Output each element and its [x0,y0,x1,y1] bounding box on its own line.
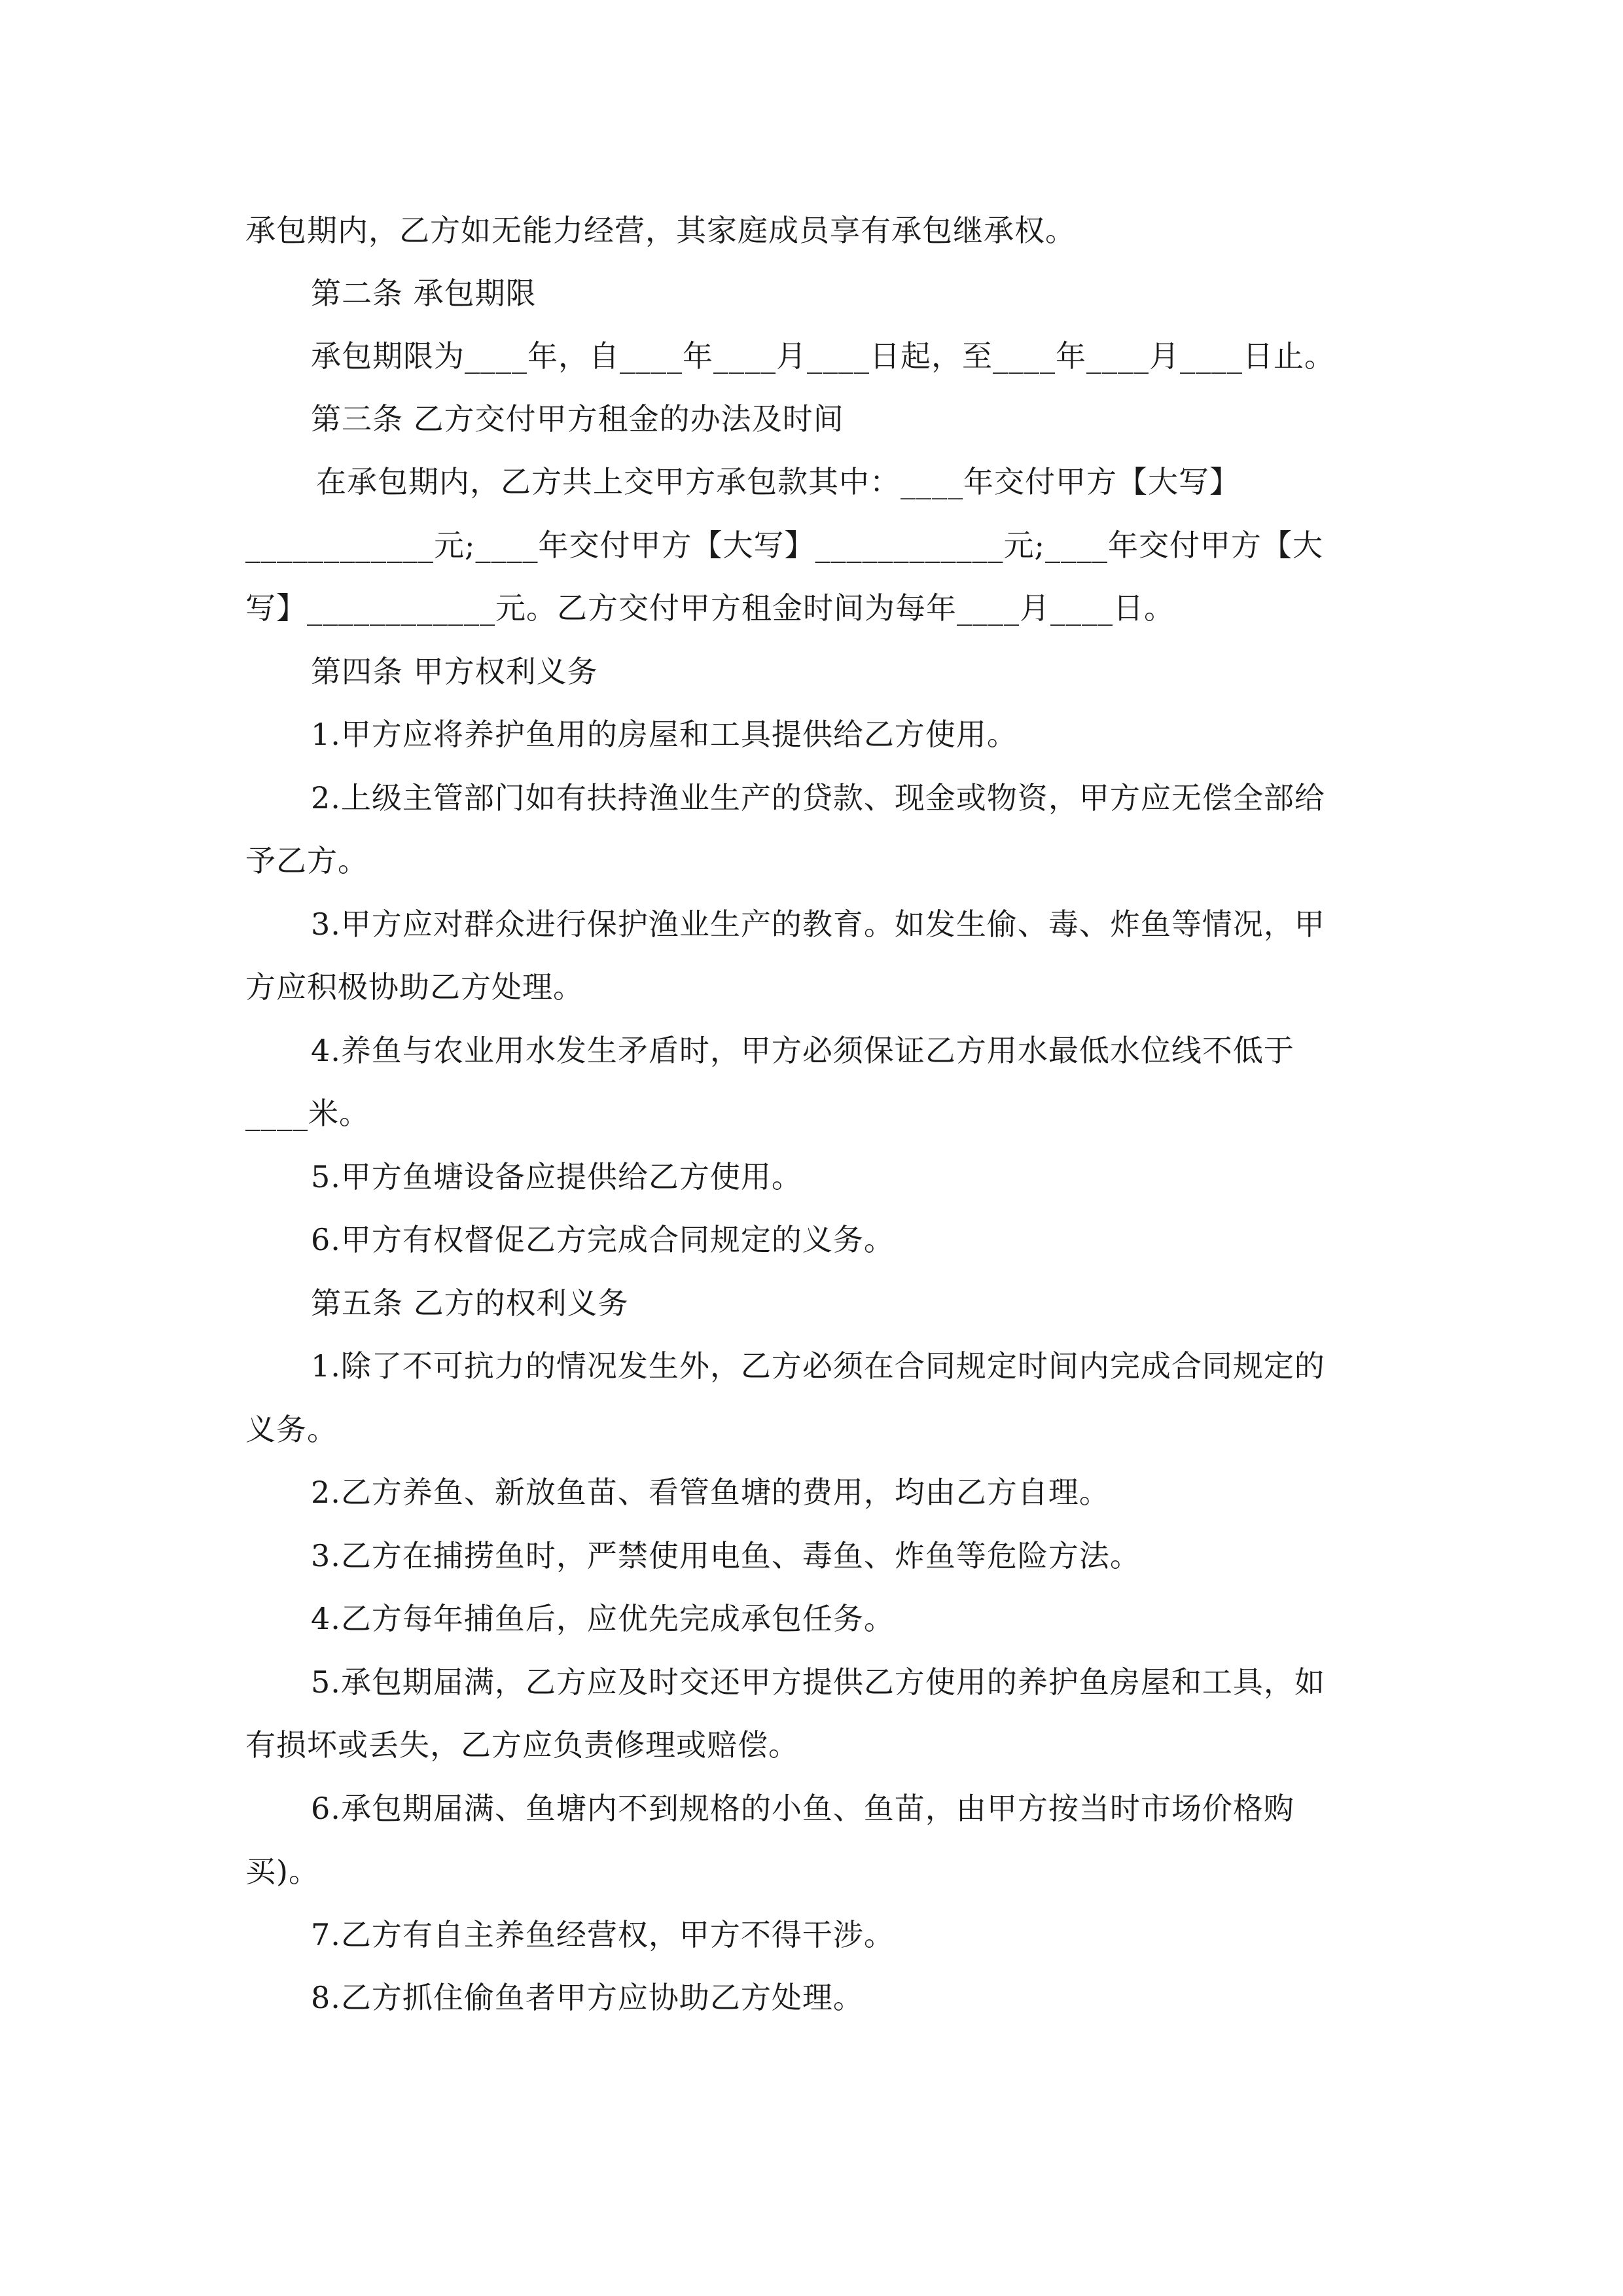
list-item: 4.乙方每年捕鱼后，应优先完成承包任务。 [311,1601,895,1636]
text-line: ____米。 [245,1096,370,1131]
text-line: 承包期限为____年，自____年____月____日起，至____年____月____日止。 [311,338,1335,374]
list-item: 1.甲方应将养护鱼用的房屋和工具提供给乙方使用。 [311,717,1018,752]
text-line: 在承包期内，乙方共上交甲方承包款其中：____年交付甲方【大写】 [316,464,1240,499]
list-item: 5.甲方鱼塘设备应提供给乙方使用。 [311,1159,802,1194]
text-line: 承包期内，乙方如无能力经营，其家庭成员享有承包继承权。 [245,213,1076,248]
text-line: 写】____________元。乙方交付甲方租金时间为每年____月____日。 [245,590,1175,626]
list-item: 3.乙方在捕捞鱼时，严禁使用电鱼、毒鱼、炸鱼等危险方法。 [311,1538,1141,1573]
list-item: 8.乙方抓住偷鱼者甲方应协助乙方处理。 [311,1980,864,2015]
list-item: 7.乙方有自主养鱼经营权，甲方不得干涉。 [311,1917,895,1952]
text-line: 有损坏或丢失，乙方应负责修理或赔偿。 [245,1727,799,1763]
list-item: 4.养鱼与农业用水发生矛盾时，甲方必须保证乙方用水最低水位线不低于 [311,1033,1294,1068]
list-item: 5.承包期届满，乙方应及时交还甲方提供乙方使用的养护鱼房屋和工具，如 [311,1664,1325,1700]
text-line: 方应积极协助乙方处理。 [245,969,584,1005]
list-item: 2.乙方养鱼、新放鱼苗、看管鱼塘的费用，均由乙方自理。 [311,1475,1110,1510]
list-item: 3.甲方应对群众进行保护渔业生产的教育。如发生偷、毒、炸鱼等情况，甲 [311,906,1325,942]
text-line: ____________元;____年交付甲方【大写】____________元;____年交付甲方【大 [245,528,1323,563]
text-line: 买)。 [245,1854,319,1889]
list-item: 1.除了不可抗力的情况发生外，乙方必须在合同规定时间内完成合同规定的 [311,1348,1325,1384]
list-item: 6.承包期届满、鱼塘内不到规格的小鱼、鱼苗，由甲方按当时市场价格购 [311,1791,1294,1826]
list-item: 6.甲方有权督促乙方完成合同规定的义务。 [311,1222,895,1257]
text-line: 义务。 [245,1412,338,1447]
article-heading: 第三条 乙方交付甲方租金的办法及时间 [311,401,844,437]
list-item: 2.上级主管部门如有扶持渔业生产的贷款、现金或物资，甲方应无偿全部给 [311,780,1325,816]
article-heading: 第四条 甲方权利义务 [311,654,598,689]
article-heading: 第五条 乙方的权利义务 [311,1285,629,1321]
text-line: 予乙方。 [245,843,368,878]
article-heading: 第二条 承包期限 [311,276,537,311]
